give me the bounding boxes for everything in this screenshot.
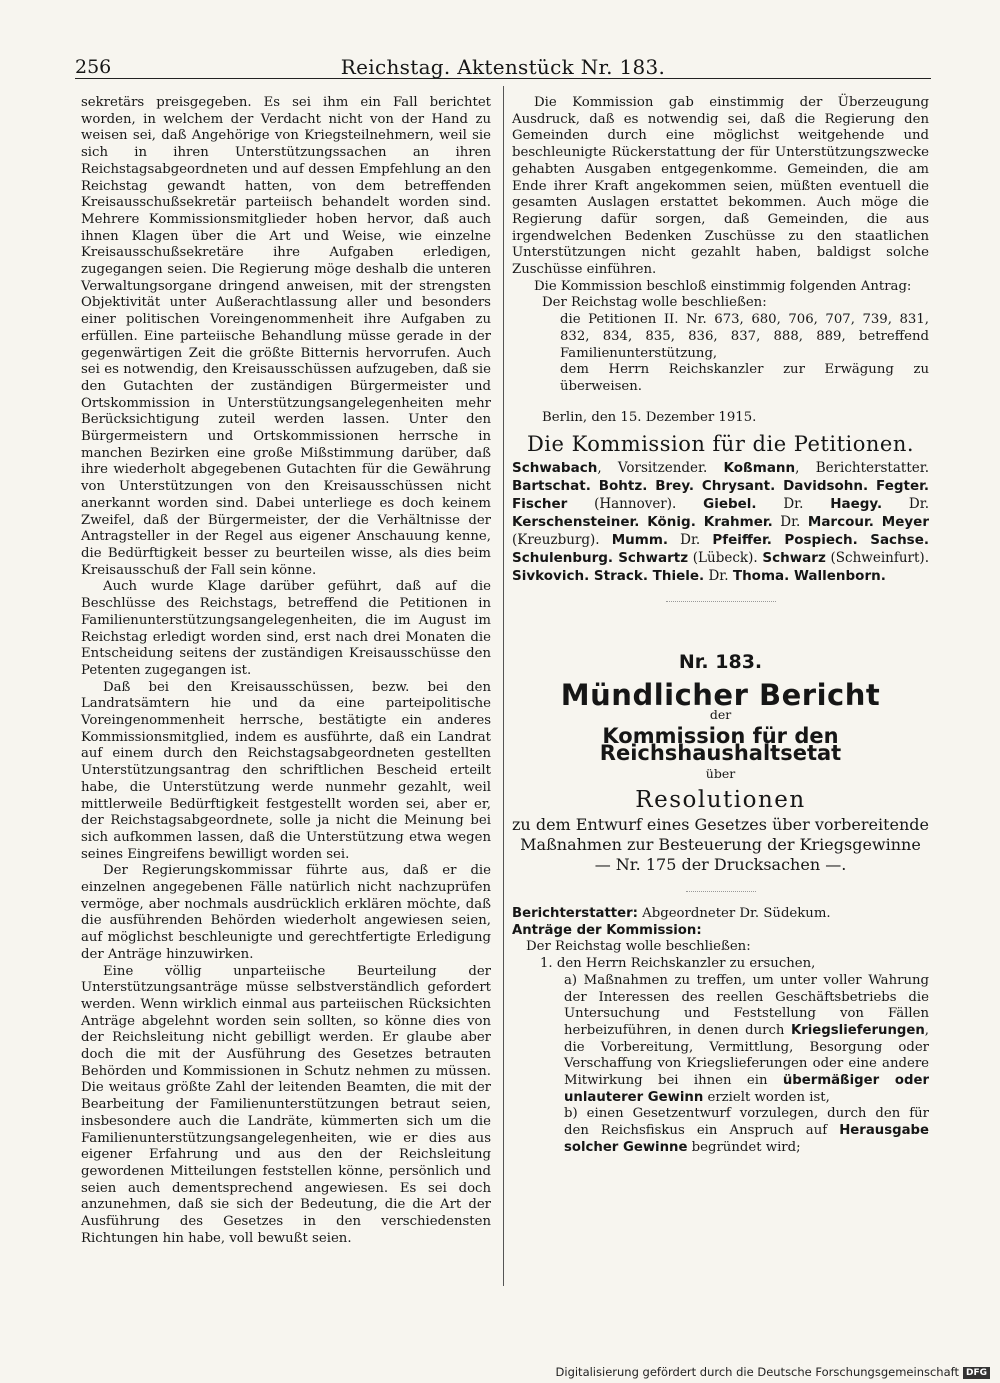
right-paragraph-3: Der Reichstag wolle beschließen:: [542, 295, 767, 311]
left-paragraph-3: Daß bei den Kreisausschüssen, bezw. bei den Landratsämtern hie und da eine parteipolitische Voreingenommenheit herrsche, bestätigte ein anderes Kommissionsmitglied, indem es ausführte, daß ein Landrat auf einem durch den Reichstagsabgeordneten gestellten Unterstützungsantrag den schriftlichen Bescheid erteilt habe, die Unterstützung werde nunmehr gezahlt, weil mittlerweile Bedürftigkeit festgestellt worden sei, aber er, der Reichstagsabgeordnete, solle ja nicht die Meinung bei sich aufkommen lassen, daß die Unterstützung etwa wegen seines Eingreifens bewilligt worden sei.: [81, 679, 491, 862]
member-name: Marcour. Meyer: [807, 514, 929, 531]
right-column: [512, 95, 929, 1157]
member-role: Dr.: [668, 532, 713, 549]
right-paragraph-2: Die Kommission beschloß einstimmig folgenden Antrag:: [534, 278, 912, 294]
digitization-footer: [556, 1365, 990, 1379]
item-a-bold-1: Kriegslieferungen: [790, 1022, 925, 1038]
petition-list: die Petitionen II. Nr. 673, 680, 706, 707, 739, 831, 832, 834, 835, 836, 837, 888, 889, betreffend Familienunterstützung,: [560, 312, 929, 361]
committee-members: [512, 459, 929, 585]
resolutionen-heading: Resolutionen: [635, 787, 806, 814]
member-name: Haegy.: [830, 496, 883, 513]
member-name: Sivkovich. Strack. Thiele.: [512, 568, 705, 585]
member-role: Dr.: [756, 496, 831, 513]
bill-reference: zu dem Entwurf eines Gesetzes über vorbereitende Maßnahmen zur Besteuerung der Kriegsgewinne — Nr. 175 der Drucksachen —.: [512, 814, 929, 874]
word-ueber: über: [705, 765, 736, 781]
member-name: Koßmann: [723, 460, 796, 477]
word-der: der: [709, 707, 732, 723]
petition-decision: dem Herrn Reichskanzler zur Erwägung zu überweisen.: [560, 362, 929, 394]
member-role: , Berichterstatter.: [795, 460, 929, 477]
rapporteur-label: Berichterstatter:: [512, 905, 638, 921]
motion-item-a: [512, 973, 929, 1107]
member-role: (Lübeck).: [688, 550, 763, 567]
member-name: Giebel.: [703, 496, 757, 513]
member-role: (Hannover).: [567, 496, 704, 513]
section-separator: [666, 601, 776, 602]
commission-title: Kommission für den Reichshaushaltsetat: [599, 724, 842, 765]
date-line: Berlin, den 15. Dezember 1915.: [542, 409, 757, 425]
motion-item-b: [512, 1106, 929, 1156]
page-number: 256: [75, 56, 112, 78]
member-role: (Schweinfurt).: [825, 550, 929, 567]
report-title: Mündlicher Bericht: [560, 677, 881, 712]
member-name: Kerschensteiner. König. Krahmer.: [512, 514, 773, 531]
rapporteur-line: [512, 906, 929, 923]
reichstag-resolves: Der Reichstag wolle beschließen:: [526, 939, 751, 955]
member-role: Dr.: [772, 514, 808, 531]
member-role: (Kreuzburg).: [512, 532, 612, 549]
member-name: Thoma. Wallenborn.: [732, 568, 886, 585]
member-name: Schwarz: [762, 550, 826, 567]
left-column: [81, 95, 491, 1248]
item-a-text: a) Maßnahmen zu treffen, um unter voller Wahrung der Interessen des reellen Geschäftsbetriebs die Untersuchung und Feststellung von Fällen herbeizuführen, in denen durch: [564, 972, 929, 1038]
motions-heading: Anträge der Kommission:: [512, 922, 702, 938]
item-b-text: b) einen Gesetzentwurf vorzulegen, durch den für den Reichsfiskus ein Anspruch auf: [564, 1106, 929, 1139]
motion-item-1: 1. den Herrn Reichskanzler zu ersuchen,: [540, 956, 816, 972]
item-a-bold-2: übermäßiger oder unlauterer Gewinn: [564, 1073, 929, 1105]
member-name: Bartschat. Bohtz. Brey. Chrysant. Davidsohn. Fegter. Fischer: [512, 478, 929, 513]
right-paragraph-1: Die Kommission gab einstimmig der Überzeugung Ausdruck, daß es notwendig sei, daß die Regierung den Gemeinden durch eine möglichst weitgehende und beschleunigte Rückerstattung der für Unterstützungszwecke gehabten Ausgaben entgegenkomme. Gemeinden, die am Ende ihrer Kraft angekommen seien, müßten eventuell die gesamten Auslagen erstattet bekommen. Auch möge die Regierung dafür sorgen, daß Gemeinden, die aus irgendwelchen Bedenken Zuschüsse zu den staatlichen Unterstützungen nicht gezahlt haben, baldigst solche Zuschüsse einführen.: [512, 95, 929, 278]
column-divider: [503, 86, 504, 1286]
member-role: Dr.: [704, 568, 733, 585]
member-role: Dr.: [882, 496, 929, 513]
member-name: Mumm.: [611, 532, 669, 549]
item-a-text-3: erzielt worden ist,: [703, 1089, 830, 1105]
rapporteur-name: Abgeordneter Dr. Südekum.: [637, 905, 831, 921]
item-a-text-2: , die Vorbereitung, Vermittlung, Besorgung oder Verschaffung von Kriegslieferungen oder eine andere Mitwirkung bei ihnen ein: [564, 1022, 929, 1089]
item-b-text-2: begründet wird;: [687, 1139, 801, 1155]
left-paragraph-5: Eine völlig unparteiische Beurteilung der Unterstützungsanträge müsse selbstverständlich gefordert werden. Wenn wirklich einmal aus parteiischen Rücksichten Anträge abgelehnt worden sein sollten, so könne dies von der Reichsleitung nicht gebilligt werden. Er glaube aber doch die mit der Ausführung des Gesetzes betrauten Behörden und Kommissionen in Schutz nehmen zu müssen. Die weitaus größte Zahl der leitenden Beamten, die mit der Bearbeitung der Familienunterstützungen betraut seien, insbesondere auch die Landräte, kümmerten sich um die Familienunterstützungsangelegenheiten, wie er dies aus eigener Erfahrung und aus den der Reichsleitung gewordenen Mitteilungen feststellen könne, persönlich und seien auch dementsprechend angewiesen. Es sei doch anzunehmen, daß sie sich der Bedeutung, die die Art der Ausführung des Gesetzes in den verschiedensten Richtungen hin habe, voll bewußt seien.: [81, 963, 491, 1246]
document-number: Nr. 183.: [678, 651, 763, 674]
footer-text: Digitalisierung gefördert durch die Deutsche Forschungsgemeinschaft: [555, 1365, 959, 1379]
member-name: Schwabach: [512, 460, 598, 477]
section-separator-2: [686, 891, 756, 892]
member-name: Pfeiffer. Pospiech. Sachse. Schulenburg. Schwartz: [512, 532, 929, 567]
dfg-logo-icon: DFG: [963, 1367, 990, 1379]
item-b-bold: Herausgabe solcher Gewinne: [564, 1123, 929, 1155]
left-paragraph-4: Der Regierungskommissar führte aus, daß er die einzelnen angegebenen Fälle natürlich nicht nachzuprüfen vermöge, aber nochmals ausdrücklich erklären möchte, daß die ausführenden Behörden wiederholt angewiesen seien, auf möglichst beschleunigte und gerechtfertigte Erledigung der Anträge hinzuwirken.: [81, 863, 491, 962]
running-title: Reichstag. Aktenstück Nr. 183.: [340, 55, 666, 79]
committee-title: Die Kommission für die Petitionen.: [526, 432, 915, 457]
page-header: [75, 56, 931, 79]
member-role: , Vorsitzender.: [597, 460, 724, 477]
left-paragraph-1: sekretärs preisgegeben. Es sei ihm ein Fall berichtet worden, in welchem der Verdacht nicht von der Hand zu weisen sei, daß Angehörige von Kriegsteilnehmern, weil sie sich in ihren Unterstützungssachen an ihren Reichstagsabgeordneten und auf dessen Empfehlung an den Reichstag gewandt hatten, von dem betreffenden Kreisausschußsekretär parteiisch behandelt worden sind. Mehrere Kommissionsmitglieder hoben hervor, daß auch ihnen Klagen über die Art und Weise, wie einzelne Kreisausschußsekretäre ihre Aufgaben erledigen, zugegangen seien. Die Regierung möge deshalb die unteren Verwaltungsorgane dringend anweisen, mit der strengsten Objektivität unter Außerachtlassung aller und besonders einer politischen Voreingenommenheit ihre Aufgaben zu erfüllen. Eine parteiische Behandlung müsse gerade in der gegenwärtigen Zeit die größte Bitternis hervorrufen. Auch sei es notwendig, den Kreisausschüssen aufzugeben, daß sie den Gutachten der zuständigen Bürgermeister und Ortskommission in Unterstützungsangelegenheiten mehr Berücksichtigung zuteil werden lassen. Unter den Bürgermeistern und Ortskommissionen herrsche in manchen Bezirken eine große Mißstimmung darüber, daß ihre wiederholt abgegebenen Gutachten für die Gewährung von Unterstützungen von den Kreisausschüssen nicht anerkannt worden sind. Dabei unterliege es doch keinem Zweifel, daß der Bürgermeister, der die Verhältnisse der Antragsteller in der Regel aus eigener Anschauung kenne, die Bedürftigkeit besser zu beurteilen wisse, als dies beim Kreisausschuß der Fall sein könne.: [81, 95, 491, 578]
left-paragraph-2: Auch wurde Klage darüber geführt, daß auf die Beschlüsse des Reichstags, betreffend die Petitionen in Familienunterstützungsangelegenheiten, die im August im Reichstag erledigt worden sind, erst nach drei Monaten die Entscheidung seitens der zuständigen Kreisausschüsse den Petenten zugegangen ist.: [81, 579, 491, 678]
